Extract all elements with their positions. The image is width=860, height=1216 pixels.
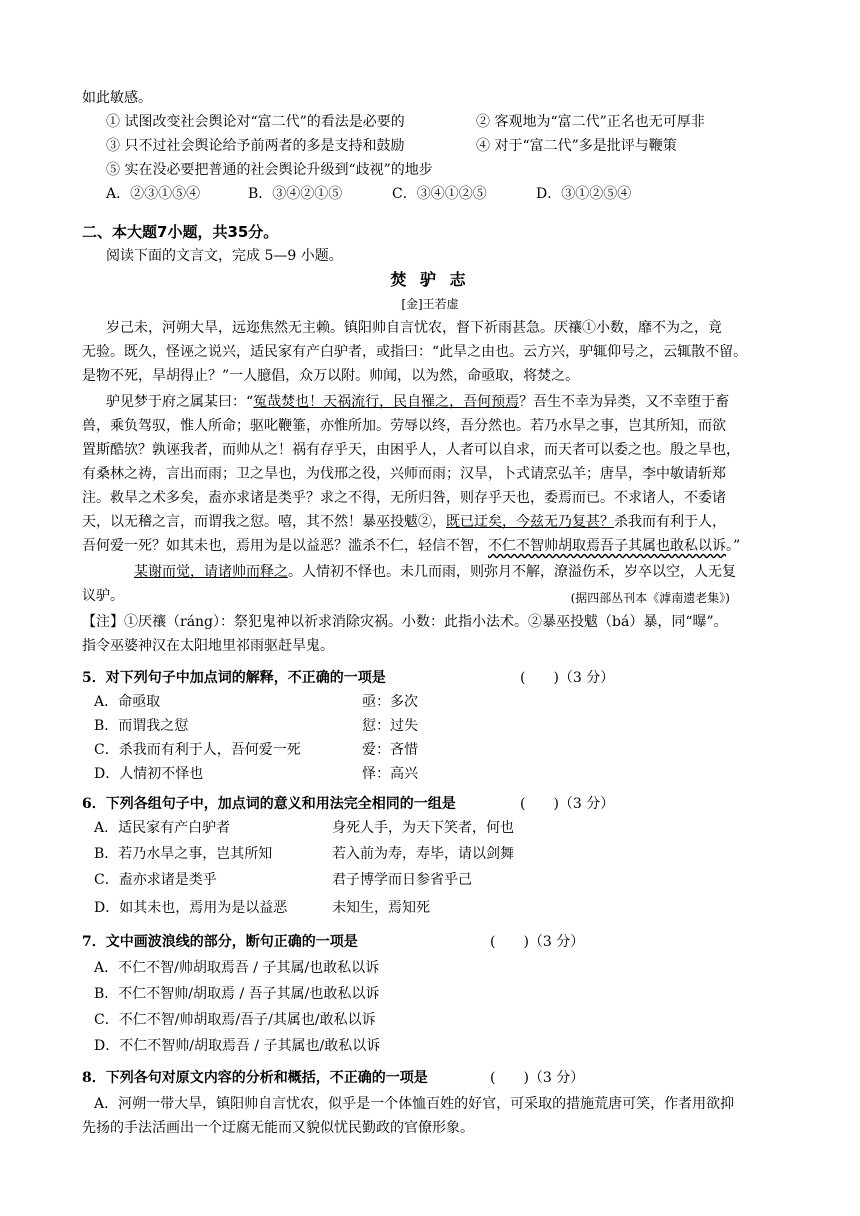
q4-sentence-2: ② 客观地为“富二代”正名也无可厚非 (476, 114, 705, 130)
q5-explanation-a: 亟：多次 (362, 694, 418, 710)
q5-score: ( )（3 分） (520, 670, 615, 686)
wavy-underline-sentence: 不仁不智帅胡取焉吾子其属也敢私以诉 (488, 538, 726, 554)
p3-underline: 某谢而觉，请诸帅而释之 (134, 564, 288, 580)
p2-line-7 (82, 536, 782, 556)
q6-option-c-pair: 君子博学而日参省乎己 (332, 872, 472, 888)
p1-line-2: 无验。既久，怪诬之说兴，适民家有产白驴者，或指曰：“此旱之由也。云方兴，驴辄仰号之，云辄散不留。 (82, 344, 748, 360)
q8-score: ( )（3 分） (490, 1070, 585, 1086)
note-line-1: 【注】①厌禳（ráng）：祭犯鬼神以祈求消除灾祸。小数：此指小法术。②暴巫投魃（bá）暴，同“曝”。 (82, 614, 728, 630)
p1-line-1: 岁己未，河朔大旱，远迩焦然无主赖。镇阳帅自言忧农，督下祈雨甚急。厌禳①小数，靡不为之，竟 (106, 320, 722, 336)
q6-stem: 6．下列各组句子中，加点词的意义和用法完全相同的一组是 (82, 796, 456, 812)
q7-score: ( )（3 分） (490, 934, 585, 950)
reading-intro: 阅读下面的文言文，完成 5—9 小题。 (106, 248, 343, 264)
section-heading: 二、本大题7小题，共35分。 (82, 223, 279, 241)
q5-explanation-b: 愆：过失 (362, 718, 418, 734)
q7-option-c: C．不仁不智/帅胡取焉/吾子/其属也/敢私以诉 (94, 1012, 376, 1028)
q7-stem: 7．文中画波浪线的部分，断句正确的一项是 (82, 934, 358, 950)
p3-line-1 (134, 562, 834, 582)
q6-option-b: B．若乃水旱之事，岂其所知 (94, 846, 273, 862)
q5-option-d: D．人情初不怿也 (94, 766, 204, 782)
q4-sentence-4: ④ 对于“富二代”多是批评与鞭策 (476, 138, 677, 154)
passage-author: [金]王若虚 (401, 297, 459, 311)
q6-option-a-pair: 身死人手，为天下笑者，何也 (332, 820, 514, 836)
p2-line-3: 置斯酷欤？孰诬我者，而帅从之！祸有存乎天，由困乎人，人者可以自求，而天者可以委之也。殷之旱也， (82, 442, 740, 458)
q4-option-d: D．③①②⑤④ (536, 186, 632, 202)
p2-line-6c: 杀我而有利于人， (614, 514, 726, 530)
p3-line-2: 议驴。 (82, 588, 124, 604)
q6-option-a: A．适民家有产白驴者 (94, 820, 231, 836)
q5-stem: 5．对下列句子中加点词的解释，不正确的一项是 (82, 670, 386, 686)
q6-option-b-pair: 若入前为寿，寿毕，请以剑舞 (332, 846, 514, 862)
q6-score: ( )（3 分） (520, 796, 615, 812)
q4-sentence-5: ⑤ 实在没必要把普通的社会舆论升级到“歧视”的地步 (106, 162, 433, 178)
q6-option-d-pair: 未知生，焉知死 (332, 900, 430, 916)
q5-option-c: C．杀我而有利于人，吾何爱一死 (94, 742, 301, 758)
q7-option-d: D．不仁不智帅/胡取焉吾 / 子其属也/敢私以诉 (94, 1038, 381, 1054)
q4-option-c: C．③④①②⑤ (392, 186, 487, 202)
q6-option-d: D．如其未也，焉用为是以益恶 (94, 900, 288, 916)
q5-option-a: A．命亟取 (94, 694, 161, 710)
q8-stem: 8．下列各句对原文内容的分析和概括，不正确的一项是 (82, 1070, 428, 1086)
q4-tail: 如此敏感。 (82, 90, 152, 106)
p2-line-4: 有桑林之祷，言出而雨；卫之旱也，为伐邢之役，兴师而雨；汉旱，卜式请烹弘羊；唐旱，李中敏请斩郑 (82, 466, 726, 482)
p2-line-5: 注。救旱之术多矣，盍亦求诸是类乎？求之不得，无所归咎，则存乎天也，委焉而已。不求诸人，不委诸 (82, 490, 726, 506)
p1-line-3: 是物不死，旱胡得止？”一人臆倡，众万以附。帅闻，以为然，命亟取，将焚之。 (82, 368, 580, 384)
p2-underline-1: 冤哉焚也！天祸流 (253, 394, 366, 410)
p2-line-6a: 天，以无稽之言，而谓我之愆。嘻，其不然！暴巫投魃②， (82, 514, 446, 530)
passage-title: 焚 驴 志 (390, 270, 470, 289)
p2-underline-3: 既已迂矣，今兹无乃复甚？ (446, 514, 614, 530)
q4-option-b: B．③④②①⑤ (248, 186, 343, 202)
p2-line-1d: ？吾生不幸为异类，又不幸堕于畜 (519, 394, 730, 410)
q8-option-a-line-2: 先扬的手法活画出一个迂腐无能而又貌似忧民勤政的官僚形象。 (82, 1120, 474, 1136)
p2-line-1a: 驴见梦于府之属某曰：“ (106, 394, 254, 410)
q7-option-b: B．不仁不智帅/胡取焉 / 吾子其属/也敢私以诉 (94, 986, 380, 1002)
p2-line-6 (82, 512, 782, 532)
q5-explanation-c: 爱：吝惜 (362, 742, 418, 758)
q5-explanation-d: 怿：高兴 (362, 766, 418, 782)
p2-line-2: 兽，乘负驾驭，惟人所命；驱叱鞭箠，亦惟所加。劳辱以终，吾分然也。若乃水旱之事，岂其所知，而欲 (82, 418, 726, 434)
q5-option-b: B．而谓我之愆 (94, 718, 189, 734)
p2-line-1 (106, 392, 806, 412)
p2-line-7c: 。” (726, 538, 741, 554)
q8-option-a-line-1: A．河朔一带大旱，镇阳帅自言忧农，似乎是一个体恤百姓的好官，可采取的措施荒唐可笑，作者用欲抑 (94, 1096, 735, 1112)
q4-sentence-1: ① 试图改变社会舆论对“富二代”的看法是必要的 (106, 114, 405, 130)
p2-line-7a: 吾何爱一死？如其未也，焉用为是以益恶？滥杀不仁，轻信不智， (82, 538, 488, 554)
p3-line-1b: 。人情初不怿也。未几而雨，则弥月不解，潦溢伤禾，岁卒以空，人无复 (288, 564, 736, 580)
passage-source: (据四部丛刊本《滹南遗老集》) (570, 591, 730, 605)
q4-option-a: A．②③①⑤④ (106, 186, 201, 202)
q4-sentence-3: ③ 只不过社会舆论给予前两者的多是支持和鼓励 (106, 138, 405, 154)
q6-option-c: C．盍亦求诸是类乎 (94, 872, 217, 888)
note-line-2: 指令巫婆神汉在太阳地里祁雨驱赶旱鬼。 (82, 638, 334, 654)
q7-option-a: A．不仁不智/帅胡取焉吾 / 子其属/也敢私以诉 (94, 960, 380, 976)
p2-underline-2: 行，民自罹之，吾何预焉 (365, 394, 520, 410)
